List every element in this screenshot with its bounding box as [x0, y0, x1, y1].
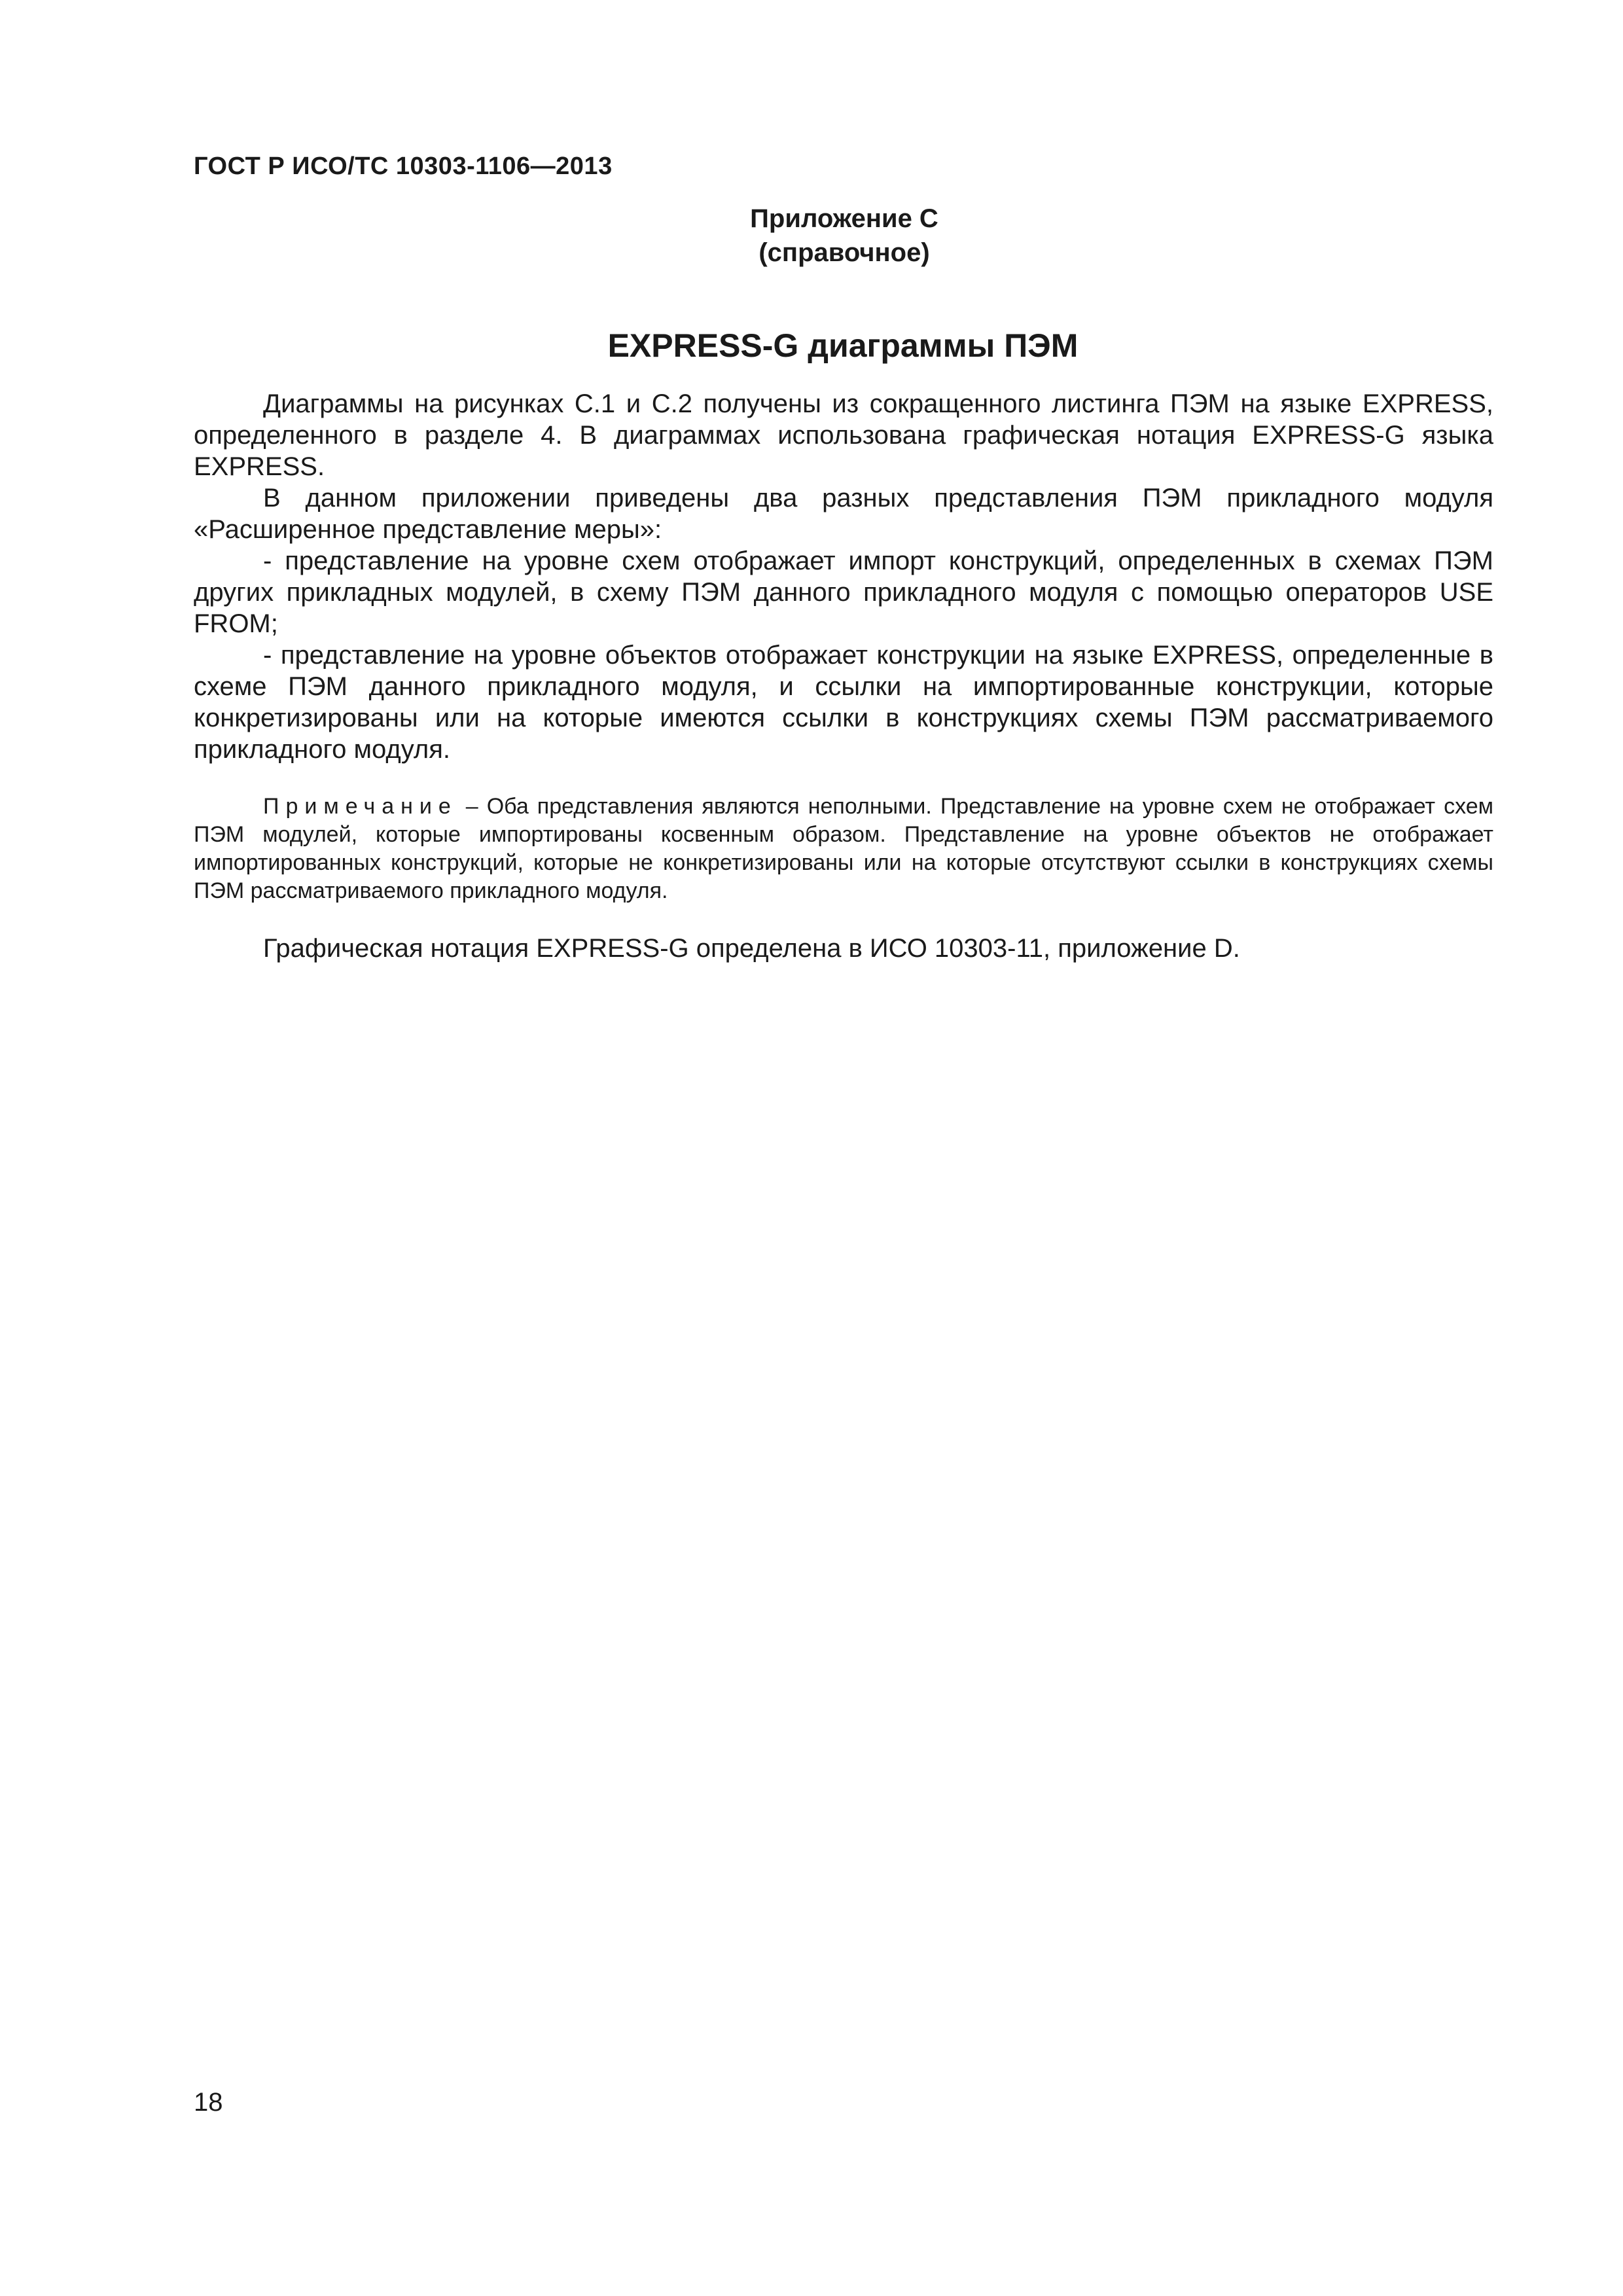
document-code-header: ГОСТ Р ИСО/ТС 10303-1106—2013	[194, 152, 613, 180]
paragraph-notation-reference: Графическая нотация EXPRESS-G определена в ИСО 10303-11, приложение D.	[263, 934, 1240, 963]
note	[194, 793, 1493, 905]
paragraph-entity-level: - представление на уровне объектов отображает конструкции на языке EXPRESS, определенные в схеме ПЭМ данного прикладного модуля, и ссылки на импортированные конструкции, которые конкретизированы или на которые имеются ссылки в конструкциях схемы ПЭМ рассматриваемого прикладного модуля.	[194, 641, 1493, 764]
appendix-title: Приложение C	[750, 204, 938, 233]
paragraph-intro: Диаграммы на рисунках C.1 и C.2 получены из сокращенного листинга ПЭМ на языке EXPRESS, определенного в разделе 4. В диаграммах использована графическая нотация EXPRESS-G языка EXPRESS.	[194, 389, 1493, 481]
body-text	[194, 388, 1493, 964]
note-text: – Оба представления являются неполными. Представление на уровне схем не отображает схем ПЭМ модулей, которые импортированы косвенным образом. Представление на уровне объектов не отображает импортированных конструкций, которые не конкретизированы или на которые отсутствуют ссылки в конструкциях схемы ПЭМ рассматриваемого прикладного модуля.	[194, 794, 1493, 903]
appendix-heading	[720, 202, 969, 270]
appendix-subtitle: (справочное)	[758, 238, 930, 267]
paragraph-schema-level: - представление на уровне схем отображает импорт конструкций, определенных в схемах ПЭМ других прикладных модулей, в схему ПЭМ данного прикладного модуля с помощью операторов USE FROM;	[194, 547, 1493, 638]
paragraph-representations: В данном приложении приведены два разных представления ПЭМ прикладного модуля «Расширенное представление меры»:	[194, 484, 1493, 544]
section-title: EXPRESS-G диаграммы ПЭМ	[607, 327, 1079, 364]
page-number: 18	[194, 2088, 223, 2117]
note-label: Примечание	[263, 794, 457, 819]
